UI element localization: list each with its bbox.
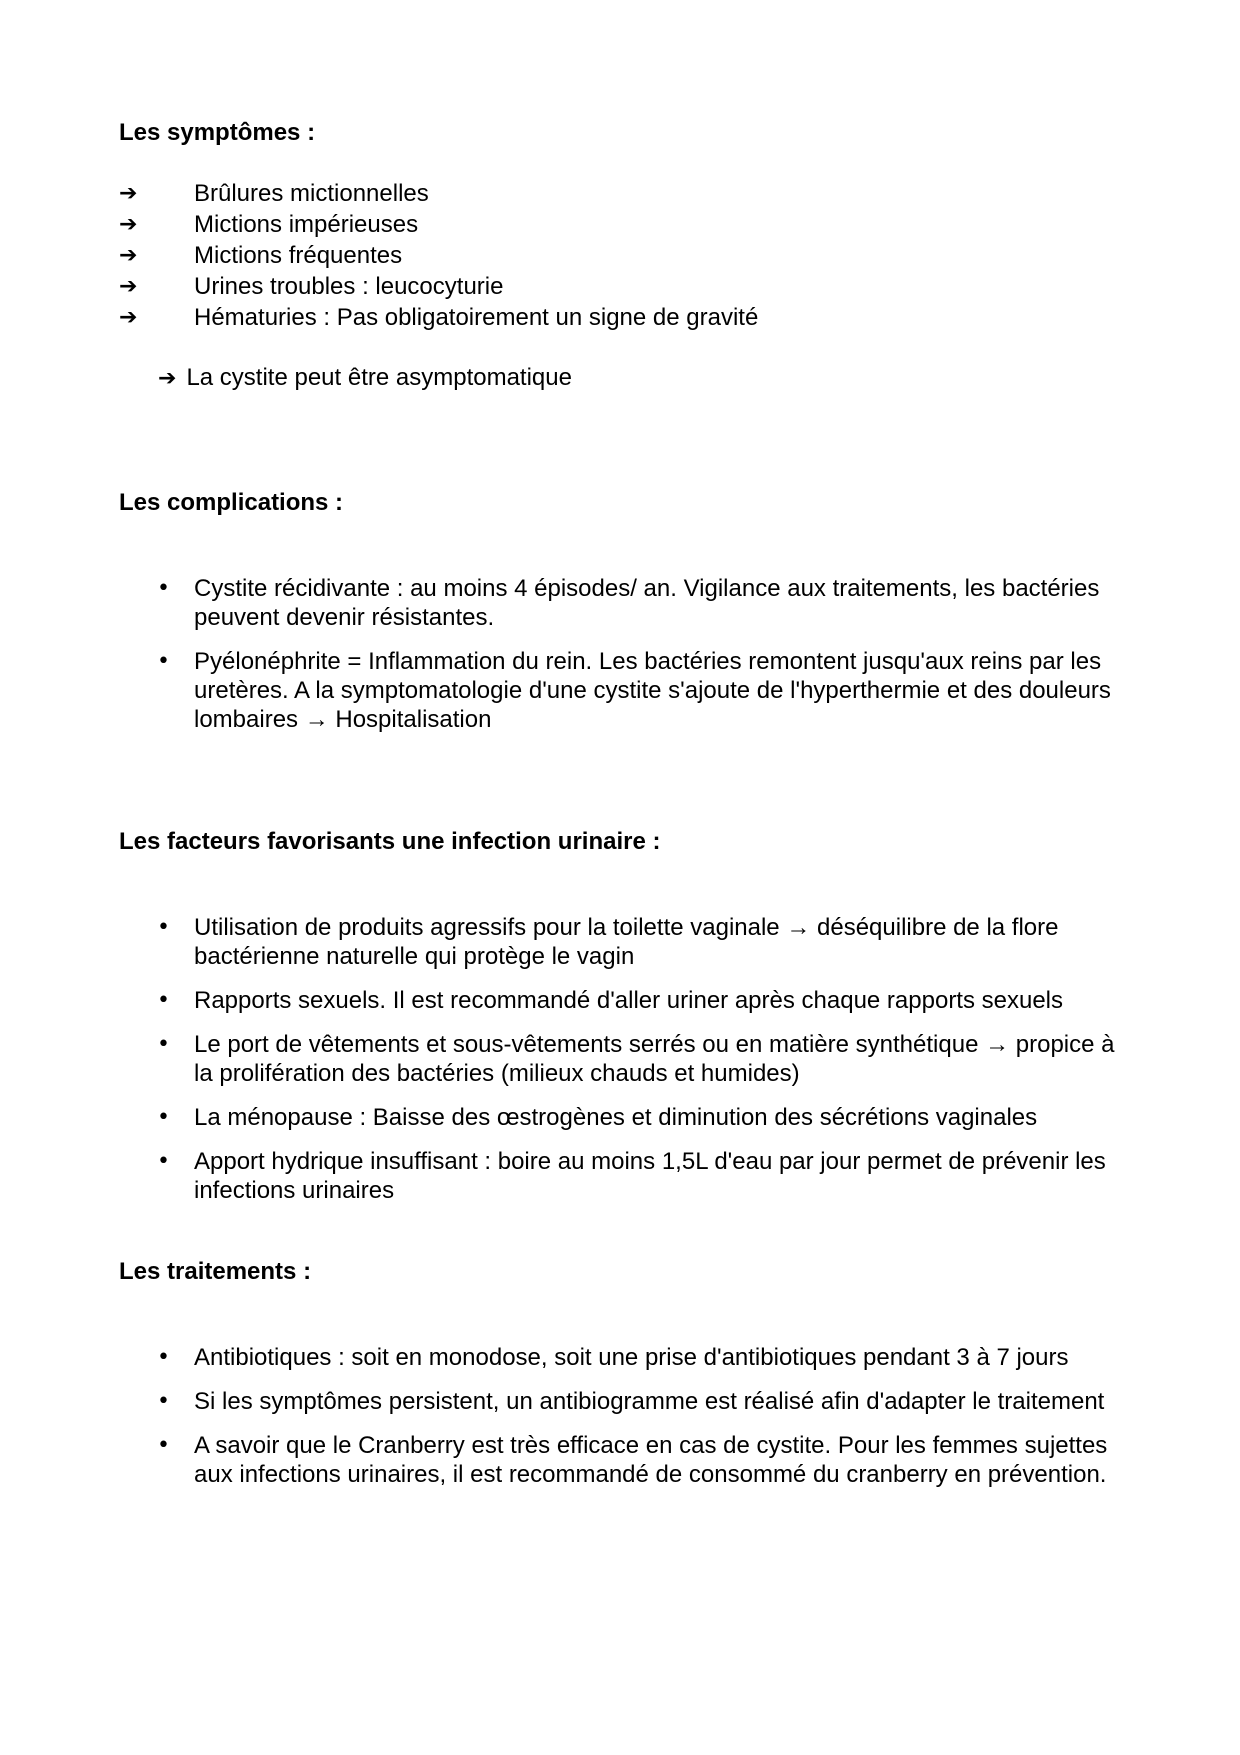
symptomes-note [158, 362, 572, 394]
arrow-right-icon: ➔ [119, 243, 138, 268]
list-item-text: Urines troubles : leucocyturie [194, 273, 504, 300]
bullet-icon: • [157, 1345, 170, 1370]
arrow-right-icon: ➔ [119, 305, 138, 330]
list-item-text: Le port de vêtements et sous-vêtements serrés ou en matière synthétique → propice à la prolifération des bactéries (milieux chauds et humides) [194, 1031, 1115, 1087]
list-item-text: Mictions fréquentes [194, 242, 403, 269]
list-item-text: Si les symptômes persistent, un antibiogramme est réalisé afin d'adapter le traitement [194, 1388, 1105, 1415]
list-item-text: Utilisation de produits agressifs pour la toilette vaginale → déséquilibre de la flore bactérienne naturelle qui protège le vagin [194, 914, 1059, 970]
list-item [119, 647, 1119, 734]
list-item-text: Rapports sexuels. Il est recommandé d'aller uriner après chaque rapports sexuels [194, 987, 1064, 1014]
bullet-icon: • [157, 1032, 170, 1057]
list-item-text: Mictions impérieuses [194, 211, 419, 238]
heading-traitements: Les traitements : [119, 1258, 312, 1285]
list-item-text: Apport hydrique insuffisant : boire au moins 1,5L d'eau par jour permet de prévenir les infections urinaires [194, 1148, 1106, 1204]
complications-list [119, 574, 1119, 749]
bullet-icon: • [157, 1433, 170, 1458]
list-item [119, 1147, 1119, 1205]
list-item [119, 1103, 1119, 1132]
heading-facteurs: Les facteurs favorisants une infection urinaire : [119, 828, 661, 855]
list-item [119, 209, 758, 240]
list-item [119, 1431, 1119, 1489]
bullet-icon: • [157, 1389, 170, 1414]
bullet-icon: • [157, 649, 170, 674]
list-item-text: Hématuries : Pas obligatoirement un signe de gravité [194, 304, 759, 331]
list-item-text: Antibiotiques : soit en monodose, soit une prise d'antibiotiques pendant 3 à 7 jours [194, 1344, 1069, 1371]
symptomes-list [119, 178, 758, 333]
list-item [119, 302, 758, 333]
arrow-right-icon: ➔ [119, 212, 138, 237]
list-item [119, 913, 1119, 971]
bullet-icon: • [157, 988, 170, 1013]
facteurs-list [119, 913, 1119, 1220]
heading-symptomes: Les symptômes : [119, 119, 316, 146]
arrow-right-icon: ➔ [119, 274, 138, 299]
list-item [119, 271, 758, 302]
heading-complications: Les complications : [119, 489, 344, 516]
list-item [119, 240, 758, 271]
list-item-text: Brûlures mictionnelles [194, 180, 429, 207]
list-item [119, 178, 758, 209]
traitements-list [119, 1343, 1119, 1504]
list-item [119, 1030, 1119, 1088]
bullet-icon: • [157, 1149, 170, 1174]
arrow-right-icon: ➔ [119, 181, 138, 206]
bullet-icon: • [157, 576, 170, 601]
arrow-right-icon: ➔ [158, 366, 177, 391]
list-item [119, 986, 1119, 1015]
list-item-text: La ménopause : Baisse des œstrogènes et diminution des sécrétions vaginales [194, 1104, 1038, 1131]
bullet-icon: • [157, 1105, 170, 1130]
list-item-text: Cystite récidivante : au moins 4 épisodes/ an. Vigilance aux traitements, les bactéries peuvent devenir résistantes. [194, 575, 1100, 631]
list-item [119, 1387, 1119, 1416]
list-item [119, 1343, 1119, 1372]
list-item [119, 574, 1119, 632]
note-text: La cystite peut être asymptomatique [186, 364, 572, 391]
bullet-icon: • [157, 915, 170, 940]
list-item-text: A savoir que le Cranberry est très efficace en cas de cystite. Pour les femmes sujettes aux infections urinaires, il est recommandé de consommé du cranberry en prévention. [194, 1432, 1108, 1488]
list-item-text: Pyélonéphrite = Inflammation du rein. Les bactéries remontent jusqu'aux reins par les uretères. A la symptomatologie d'une cystite s'ajoute de l'hyperthermie et des douleurs lombaires → Hospitalisation [194, 648, 1111, 733]
